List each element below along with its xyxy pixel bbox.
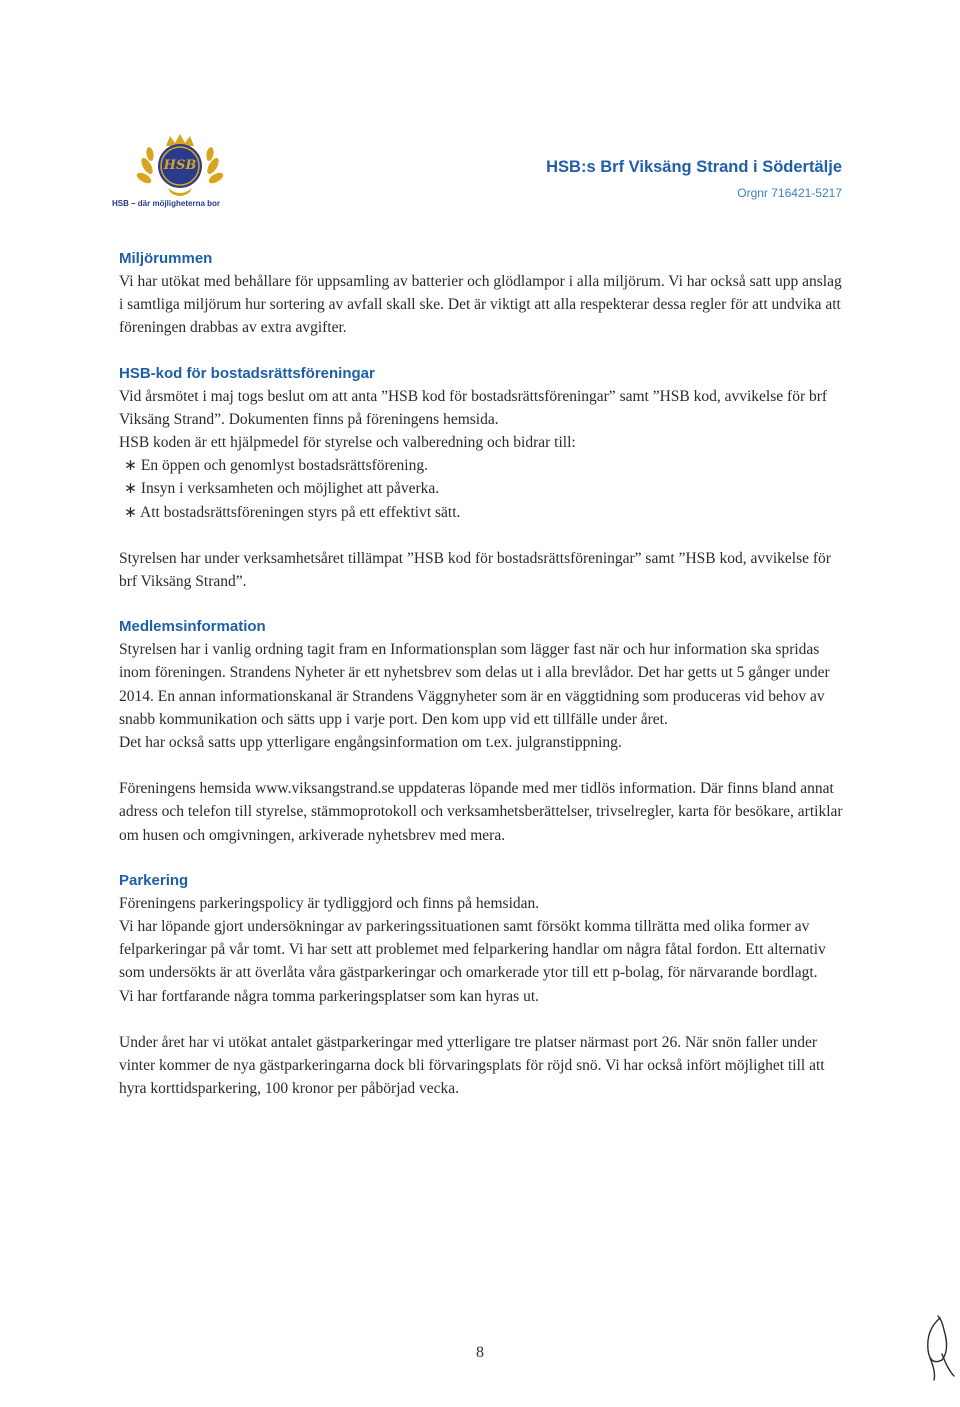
organization-number: Orgnr 716421-5217 [737,186,842,200]
logo-tagline: HSB – där möjligheterna bor [112,199,221,208]
paragraph: Styrelsen har under verksamhetsåret tillämpat ”HSB kod för bostadsrättsföreningar” samt ”HSB kod, avvikelse för brf Viksäng Strand”. [119,549,831,591]
section-heading: HSB-kod för bostadsrättsföreningar [119,364,375,382]
bullet-item: ∗ Insyn i verksamheten och möjlighet att påverka. [124,480,440,498]
section-heading: Parkering [119,871,189,889]
paragraph: Vi har utökat med behållare för uppsamling av batterier och glödlampor i alla miljörum. Vi har också satt upp anslag i samtliga miljörum hur sortering av avfall skall ske. Det är viktigt att alla respekterar dessa regler för att undvika att föreningen drabbas av extra avgifter. [119,273,842,337]
paragraph: HSB koden är ett hjälpmedel för styrelse och valberedning och bidrar till: [119,434,576,452]
paragraph: Vi har fortfarande några tomma parkeringsplatser som kan hyras ut. [119,987,540,1005]
section-miljorummen [119,248,843,340]
document-body [119,248,843,1100]
section-parkering [119,870,843,1101]
paragraph: Vid årsmötet i maj togs beslut om att anta ”HSB kod för bostadsrättsföreningar” samt ”HSB kod, avvikelse för brf Viksäng Strand”. Dokumenten finns på föreningens hemsida. [119,387,828,428]
paragraph: Vi har löpande gjort undersökningar av parkeringssituationen samt försökt komma tillrätta med olika former av felparkeringar på vår tomt. Vi har sett att problemet med felparkering handlar om några fåtal fordon. Ett alternativ som undersökts är att överlåta våra gästparkeringar och omarkerade ytor till ett p-bolag, för närvarande bordlagt. [119,918,826,982]
section-hsb-kod [119,363,843,594]
bullet-item: ∗ En öppen och genomlyst bostadsrättsförening. [124,457,428,475]
paragraph: Det har också satts upp ytterligare engångsinformation om t.ex. julgranstippning. [119,734,622,752]
paragraph: Under året har vi utökat antalet gästparkeringar med ytterligare tre platser närmast port 26. När snön faller under vinter kommer de nya gästparkeringarna dock bli förvaringsplats för röjd snö. Vi har också infört möjlighet till att hyra korttidsparkering, 100 kronor per påbörjad vecka. [119,1033,825,1098]
organization-name: HSB:s Brf Viksäng Strand i Södertälje [546,158,842,176]
bullet-item: ∗ Att bostadsrättsföreningen styrs på ett effektivt sätt. [124,503,461,521]
paragraph: Föreningens hemsida www.viksangstrand.se uppdateras löpande med mer tidlös information. Där finns bland annat adress och telefon till styrelse, stämmoprotokoll och verksamhetsberättelser, trivselregler, karta för besökare, artiklar om husen och omgivningen, arkiverade nyhetsbrev med mera. [119,780,843,844]
page-number: 8 [476,1344,484,1361]
initials-signature [920,1310,956,1382]
section-medlemsinformation [119,616,843,847]
section-heading: Medlemsinformation [119,618,266,636]
section-heading: Miljörummen [119,250,213,267]
paragraph: Styrelsen har i vanlig ordning tagit fram en Informationsplan som lägger fast när och hur information ska spridas inom föreningen. Strandens Nyheter är ett nyhetsbrev som delas ut i alla brevlådor. Det har getts ut 5 gånger under 2014. En annan informationskanal är Strandens Väggnyheter som är en väggtidning som produceras vid behov av snabb kommunikation och sätts upp i varje port. Den kom upp vid ett tillfälle under året. [119,641,830,728]
logo-monogram: HSB [163,158,197,173]
paragraph: Föreningens parkeringspolicy är tydliggjord och finns på hemsidan. [119,894,540,912]
